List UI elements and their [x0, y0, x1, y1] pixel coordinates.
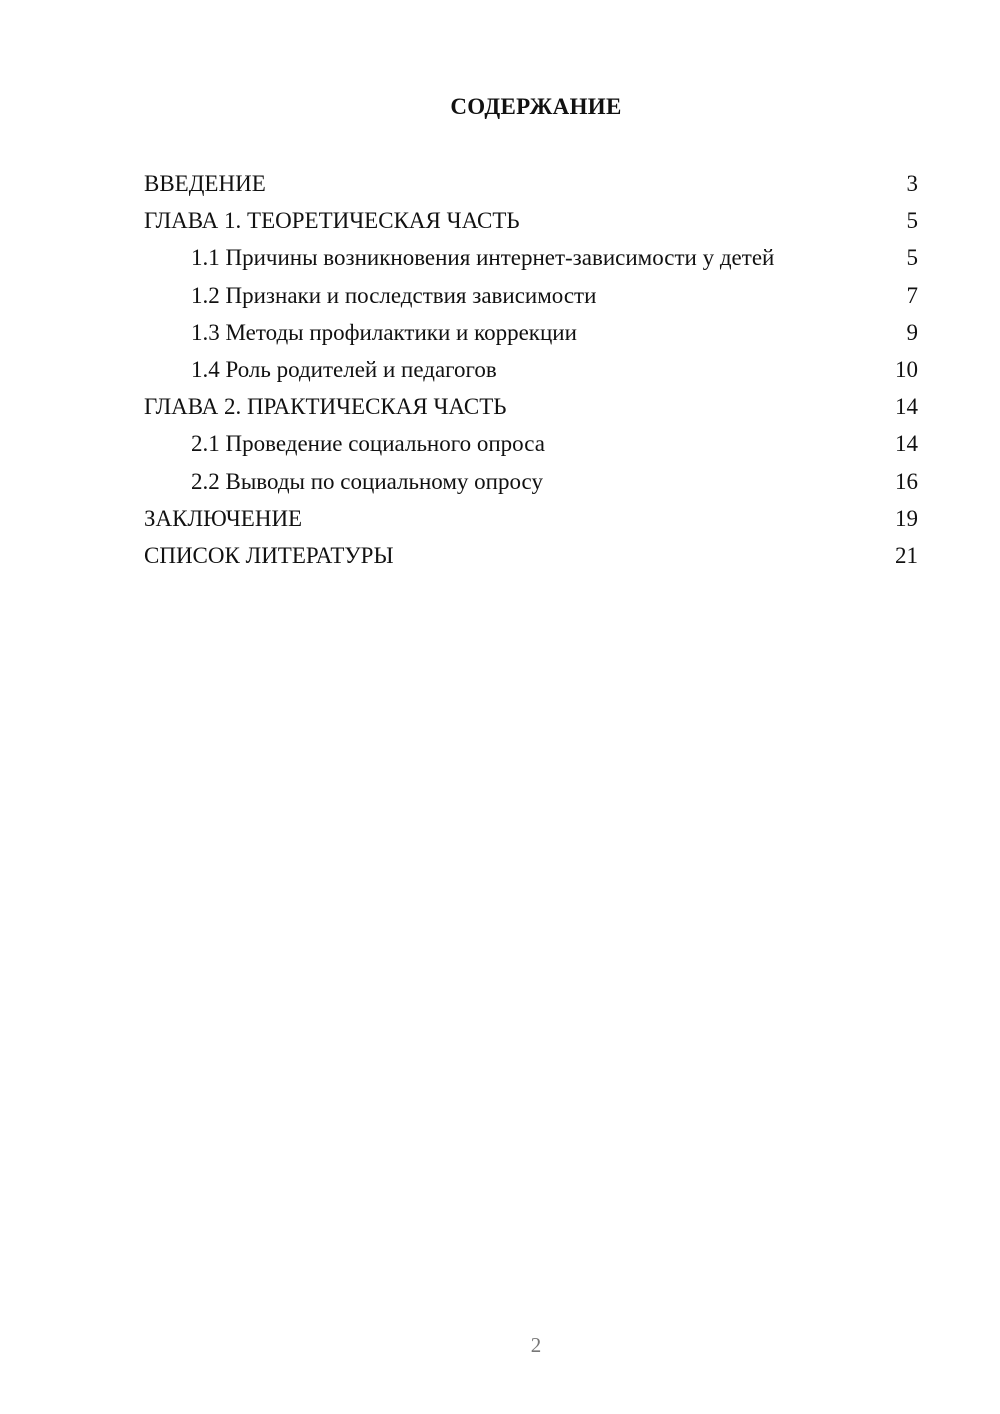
toc-entry-text: ГЛАВА 2. ПРАКТИЧЕСКАЯ ЧАСТЬ — [144, 394, 507, 420]
toc-entry-text: 1.4 Роль родителей и педагогов — [191, 356, 497, 382]
toc-entry-introduction — [144, 168, 918, 205]
toc-entry-page: 14 — [895, 394, 918, 420]
toc-entry-page: 7 — [906, 282, 918, 308]
toc-entry-page: 5 — [906, 245, 918, 271]
toc-entry-section-1-4 — [144, 354, 918, 391]
toc-entry-section-2-2 — [144, 466, 918, 503]
toc-entry-references — [144, 540, 918, 577]
toc-entry-text: СПИСОК ЛИТЕРАТУРЫ — [144, 542, 394, 568]
page-number: 2 — [530, 1333, 542, 1357]
toc-entry-conclusion — [144, 503, 918, 540]
toc-entry-page: 3 — [906, 171, 918, 196]
toc-entry-page: 21 — [895, 542, 918, 568]
toc-entry-page: 5 — [906, 208, 918, 234]
table-of-contents — [144, 168, 918, 577]
toc-entry-page: 14 — [895, 431, 918, 457]
toc-entry-text: 1.3 Методы профилактики и коррекции — [191, 319, 577, 345]
toc-entry-section-1-1 — [144, 242, 918, 279]
toc-entry-text: ЗАКЛЮЧЕНИЕ — [144, 505, 303, 531]
toc-entry-text: ГЛАВА 1. ТЕОРЕТИЧЕСКАЯ ЧАСТЬ — [144, 208, 520, 234]
toc-entry-page: 9 — [906, 319, 918, 345]
toc-entry-page: 16 — [895, 468, 918, 494]
toc-entry-text: 2.1 Проведение социального опроса — [191, 431, 545, 457]
toc-entry-text: 2.2 Выводы по социальному опросу — [191, 468, 543, 494]
toc-entry-page: 19 — [895, 505, 918, 531]
toc-entry-chapter-2 — [144, 391, 918, 428]
toc-entry-section-1-3 — [144, 317, 918, 354]
toc-entry-text: 1.1 Причины возникновения интернет-зависимости у детей — [191, 245, 775, 271]
toc-entry-text: ВВЕДЕНИЕ — [144, 171, 266, 196]
toc-entry-section-1-2 — [144, 280, 918, 317]
toc-entry-section-2-1 — [144, 428, 918, 465]
toc-entry-chapter-1 — [144, 205, 918, 242]
toc-entry-page: 10 — [895, 356, 918, 382]
toc-entry-text: 1.2 Признаки и последствия зависимости — [191, 282, 597, 308]
toc-title: СОДЕРЖАНИЕ — [450, 94, 622, 119]
